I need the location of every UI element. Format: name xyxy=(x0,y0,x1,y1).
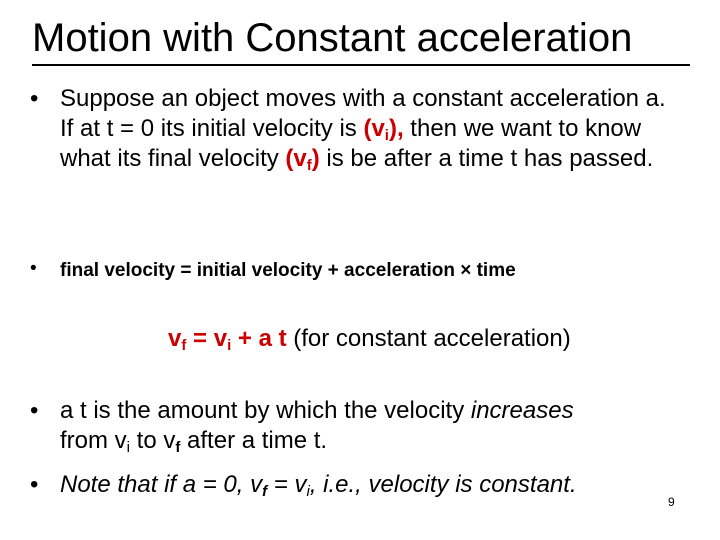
vf-open: (v xyxy=(285,145,307,172)
velocity-equation xyxy=(168,324,571,354)
title-underline xyxy=(32,64,690,66)
bullet-3-after: after a time t. xyxy=(180,427,328,454)
bullet-4-sub-f: f xyxy=(262,483,268,500)
vf-close: ) xyxy=(311,145,320,172)
bullet-marker: • xyxy=(30,85,39,112)
bullet-3-from: from v xyxy=(60,427,127,454)
initial-velocity-symbol xyxy=(363,115,403,142)
bullet-1-part-b: then we want to know what its final velocity xyxy=(60,115,642,172)
bullet-marker: • xyxy=(30,397,39,424)
vi-open: (v xyxy=(363,115,385,142)
bullet-3-sub-f: f xyxy=(175,439,181,456)
bullet-marker: • xyxy=(30,258,37,279)
bullet-1-part-a: Suppose an object moves with a constant acceleration a. If at t = 0 its initial velocity is xyxy=(60,85,666,142)
bullet-3-emphasis: increases xyxy=(470,397,574,424)
bullet-3-line-2 xyxy=(60,426,327,456)
vi-close: ), xyxy=(388,115,404,142)
bullet-4-part-c: , i.e., velocity is constant. xyxy=(309,471,577,498)
bullet-2-text: final velocity = initial velocity + acceleration × time xyxy=(60,260,516,281)
eq-vi-sub: i xyxy=(227,337,232,354)
bullet-1-text xyxy=(60,84,680,174)
eq-vf: v xyxy=(168,325,182,352)
bullet-4-sub-i: i xyxy=(306,483,310,500)
page-number: 9 xyxy=(668,495,675,509)
bullet-marker: • xyxy=(30,471,39,498)
slide-title: Motion with Constant acceleration xyxy=(32,16,633,60)
vi-subscript: i xyxy=(384,127,389,144)
eq-plus-at: + a t xyxy=(231,325,287,352)
equation-note: (for constant acceleration) xyxy=(286,325,571,352)
eq-equals-vi: = v xyxy=(186,325,228,352)
bullet-4-part-a: Note that if a = 0, v xyxy=(60,471,263,498)
bullet-3-sub-i: i xyxy=(126,439,131,456)
bullet-3-line-1 xyxy=(60,396,574,426)
bullet-4-part-b: = v xyxy=(267,471,307,498)
final-velocity-symbol xyxy=(285,145,319,172)
bullet-4-text xyxy=(60,470,577,500)
bullet-3-to: to v xyxy=(130,427,176,454)
bullet-3-part-a: a t is the amount by which the velocity xyxy=(60,397,471,424)
eq-vf-sub: f xyxy=(181,337,187,354)
bullet-1-part-c: is be after a time t has passed. xyxy=(319,145,654,172)
vf-subscript: f xyxy=(306,157,312,174)
equation-formula xyxy=(168,325,287,352)
